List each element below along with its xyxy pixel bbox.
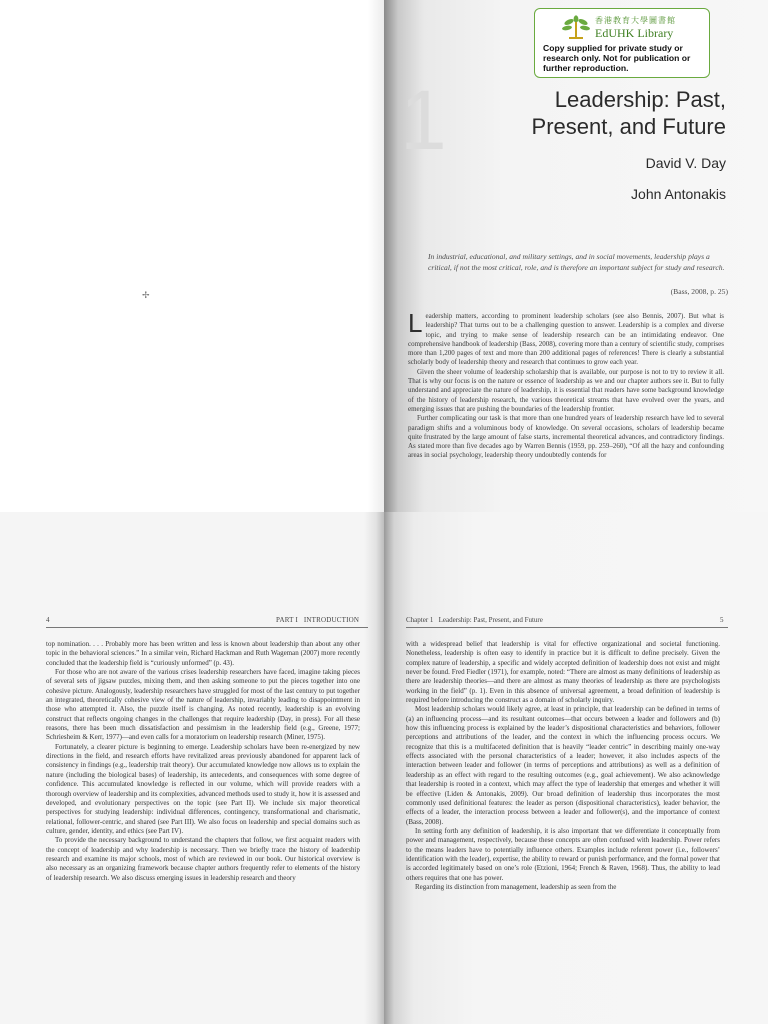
header-rule (46, 627, 368, 628)
drop-cap: L (408, 308, 423, 338)
library-copyright-stamp (534, 8, 710, 78)
chapter-intro-text (408, 308, 724, 461)
right-page-text (406, 640, 720, 892)
author-name: David V. Day (645, 155, 726, 171)
page-number: 4 (46, 616, 50, 624)
blank-left-page (0, 0, 384, 512)
gutter-shadow (368, 0, 384, 512)
paragraph: In setting forth any definition of leadership, it is also important that we differentiate it conceptually from power and management, respectively, because these concepts are often confused with leadership. Power refers to the means leaders have to potentially influence others. Examples include referent power (i.e., followers’ identification with the leader), expertise, the ability to reward or punish performance, and the formal power that is accorded legitimately based on one’s role (Etzioni, 1964; French & Raven, 1968). Thus, the ability to lead others requires that one has power. (406, 826, 720, 882)
chapter-title-line-1: Leadership: Past, (554, 87, 726, 112)
chapter-title (532, 86, 726, 140)
paragraph: top nomination. . . . Probably more has been written and less is known about leadership than about any other topic in the behavioral sciences.” In a similar vein, Richard Hackman and Ruth Wageman (2007) more recently concluded that the leadership field is “curiously unformed” (p. 43). (46, 640, 360, 667)
header-rule (406, 627, 728, 628)
paragraph (408, 308, 724, 368)
paragraph: To provide the necessary background to understand the chapters that follow, we first acquaint readers with the concept of leadership and why leadership is necessary. Then we briefly trace the history of leadership research and examine its major schools, most of which are reviewed in our book. Our historical overview is also necessary as an organizing framework because chapter authors frequently refer to elements of the history of leadership research. We also discuss emerging issues in leadership research and theory (46, 836, 360, 882)
left-page-text (46, 640, 360, 883)
paragraph: Further complicating our task is that more than one hundred years of leadership research have led to several paradigm shifts and a voluminous body of knowledge. On several occasions, scholars of leadership became quite frustrated by the large amount of false starts, incremental theoretical advances, and contradictory findings. As stated more than five decades ago by Warren Bennis (1959, pp. 259–260), “Of all the hazy and confounding areas in social psychology, leadership theory undoubtedly contends for (408, 414, 724, 460)
library-logo (561, 13, 701, 43)
paragraph: Fortunately, a clearer picture is beginning to emerge. Leadership scholars have been re-energized by new directions in the field, and research efforts have revitalized areas previously abandoned for apparent lack of consistency in findings (e.g., leadership trait theory). Our accumulated knowledge now allows us to explain the nature (including the biological bases) of leadership, its antecedents, and consequences with some degree of confidence. This accumulated knowledge is reflected in our volume, which will provide readers with a thorough overview of leadership and its complexities, advanced methods used to study it, how it is assessed and developed, and evolutionary perspectives on the topic (see Part II). We include six major theoretical perspectives for studying leadership: individual differences, contingency, transformational and charismatic, relational, follower-centric, and shared (see Part III). We also focus on leadership and special domains such as culture, gender, identity, and ethics (see Part IV). (46, 742, 360, 835)
page-number: 5 (720, 616, 724, 624)
running-head: Chapter 1 Leadership: Past, Present, and Future (406, 616, 543, 624)
library-tree-logo-icon (561, 15, 591, 41)
paragraph: Most leadership scholars would likely agree, at least in principle, that leadership can be defined in terms of (a) an influencing process—and its resultant outcomes—that occurs between a leader and followers and (b) how this influencing process is explained by the leader’s dispositional characteristics and behaviors, follower perceptions and attributions of the leader, and the context in which the influencing process occurs. We recognize that this is a multifaceted definition that is heavily “leader centric” in describing mainly one-way effects associated with the personal characteristics of a leader; however, it also includes aspects of the interaction between leader and follower (in terms of perceptions and attributions) as well as a definition of leadership as an effect with regard to the resulting outcomes (e.g., goal achievement). We also acknowledge that leadership is rooted in a context, which may affect the type of leadership that emerges and whether it will be effective (Liden & Antonakis, 2009). Our broad definition of leadership thus incorporates the most commonly used definitional features: the leader as person (dispositional characteristics), leader behavior, the effects of a leader, the interaction process between a leader and follower(s), and the importance of context (Bass, 2008). (406, 705, 720, 826)
running-head: PART I INTRODUCTION (276, 616, 360, 624)
library-name: EdUHK Library (595, 26, 674, 40)
author-name: John Antonakis (631, 186, 726, 202)
chapter-number: 1 (400, 73, 447, 167)
copyright-notice: Copy supplied for private study or research only. Not for publication or further reproduction. (543, 43, 691, 73)
bottom-spread (0, 512, 768, 1024)
paragraph-text: eadership matters, according to prominent leadership scholars (see also Bennis, 2007). But what is leadership? That turns out to be a challenging question to answer. Leadership is a complex and diverse topic, and trying to make sense of leadership research can be an intimidating endeavor. One comprehensive handbook of leadership (Bass, 2008), covering more than a century of scientific study, comprises more than 1,200 pages of text and more than 200 additional pages of references! There is clearly a substantial scholarly body of leadership theory and research that continues to grow each year. (408, 312, 724, 367)
epigraph-source: (Bass, 2008, p. 25) (670, 287, 728, 296)
paragraph: Regarding its distinction from management, leadership as seen from the (415, 882, 617, 891)
scan-speck-icon: ✢ (142, 290, 150, 300)
gutter-shadow (364, 512, 384, 1024)
paragraph: For those who are not aware of the various crises leadership researchers have faced, imagine taking pieces of several sets of jigsaw puzzles, mixing them, and then asking someone to put the pieces together into one cohesive picture. Analogously, leadership researchers have struggled for most of the last century to put together an integrated, theoretically cohesive view of the nature of leadership, invariably leading to disappointment in those who attempted it. Also, the puzzle itself is changing. As noted recently, leadership is an evolving construct that reflects ongoing changes in the challenges that require leadership (Day, in press). For all these reasons, there has been much dissatisfaction and pessimism in the leadership field (e.g., Greene, 1977; Schriesheim & Kerr, 1977)—and even calls for a moratorium on leadership research (Miner, 1975). (46, 668, 360, 742)
paragraph: with a widespread belief that leadership is vital for effective organizational and societal functioning. Nonetheless, leadership is often easy to identify in practice but it is difficult to define precisely. Given the complex nature of leadership, a specific and widely accepted definition of leadership does not exist and might never be found. Fred Fiedler (1971), for example, noted: “There are almost as many definitions of leadership as there are leadership theories—and there are almost as many theories of leadership as there are psychologists working in the field” (p. 1). Even in this absence of universal agreement, a broad definition of leadership is required before introducing the construct as a domain of scholarly inquiry. (406, 640, 720, 705)
library-chinese-name: 香港教育大學圖書館 (595, 16, 676, 25)
paragraph: Given the sheer volume of leadership scholarship that is available, our purpose is not to try to review it all. That is why our focus is on the nature or essence of leadership as we and our chapter authors see it. But to fully understand and appreciate the nature of leadership, it is essential that readers have some background knowledge of the history of leadership research, the various theoretical streams that have evolved over the years, and emerging issues that are pushing the boundaries of the leadership frontier. (408, 367, 724, 413)
chapter-title-line-2: Present, and Future (531, 114, 726, 139)
epigraph-quote: In industrial, educational, and military settings, and in social movements, leadership plays a critical, if not the most critical, role, and is therefore an important subject for study and research. (428, 252, 725, 272)
